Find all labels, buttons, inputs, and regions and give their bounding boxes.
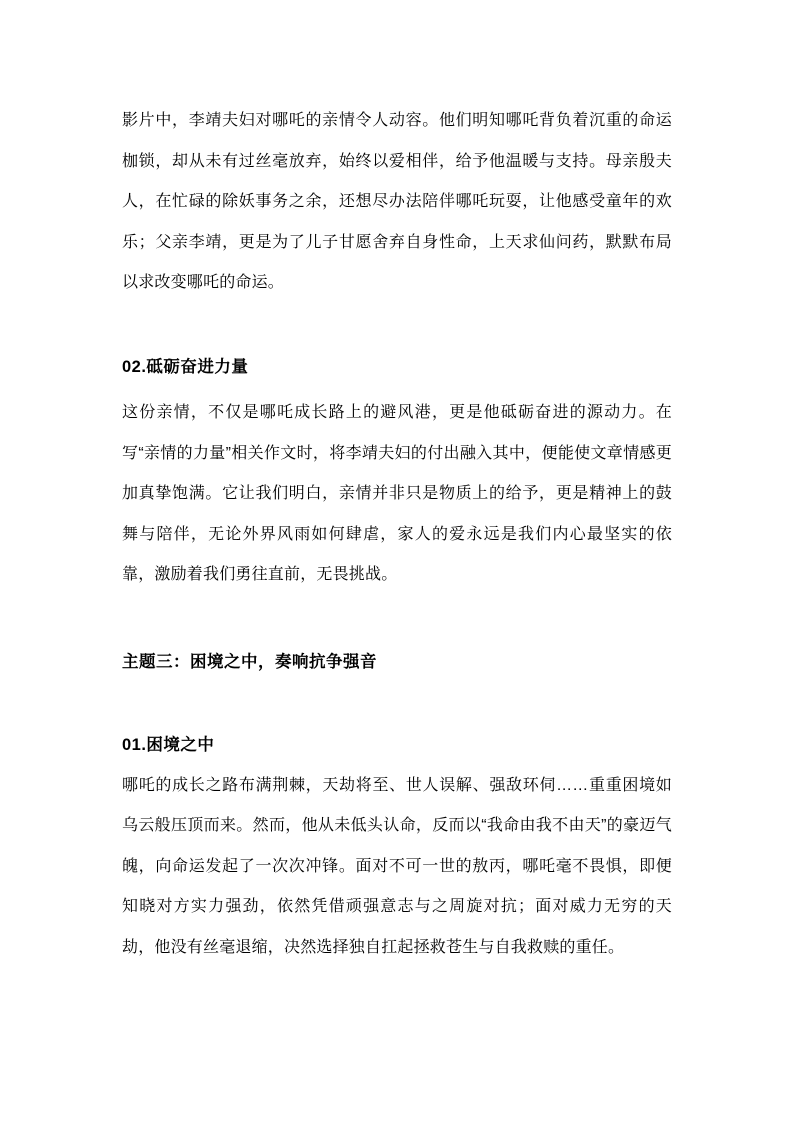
heading-theme-three: 主题三：困境之中，奏响抗争强音: [122, 652, 377, 671]
heading-02-striving-strength: 02.砥砺奋进力量: [122, 357, 249, 376]
paragraph-striving-strength: 这份亲情，不仅是哪吒成长路上的避风港，更是他砥砺奋进的源动力。在写“亲情的力量”相关作文时，将李靖夫妇的付出融入其中，便能使文章情感更加真挚饱满。它让我们明白，亲情并非只是物质上的给予，更是精神上的鼓舞与陪伴，无论外界风雨如何肆虐，家人的爱永远是我们内心最坚实的依靠，激励着我们勇往直前，无畏挑战。: [122, 404, 672, 583]
heading-01-adversity: 01.困境之中: [122, 736, 215, 754]
paragraph-family-love: 影片中，李靖夫妇对哪吒的亲情令人动容。他们明知哪吒背负着沉重的命运枷锁，却从未有过丝毫放弃，始终以爱相伴，给予他温暖与支持。母亲殷夫人，在忙碌的除妖事务之余，还想尽办法陪伴哪吒玩耍，让他感受童年的欢乐；父亲李靖，更是为了儿子甘愿舍弃自身性命，上天求仙问药，默默布局以求改变哪吒的命运。: [122, 112, 672, 291]
paragraph-adversity: 哪吒的成长之路布满荆棘，天劫将至、世人误解、强敌环伺……重重困境如乌云般压顶而来。然而，他从未低头认命，反而以“我命由我不由天”的豪迈气魄，向命运发起了一次次冲锋。面对不可一世的敖丙，哪吒毫不畏惧，即便知晓对方实力强劲，依然凭借顽强意志与之周旋对抗；面对威力无穷的天劫，他没有丝毫退缩，决然选择独自扛起拯救苍生与自我救赎的重任。: [122, 776, 672, 956]
